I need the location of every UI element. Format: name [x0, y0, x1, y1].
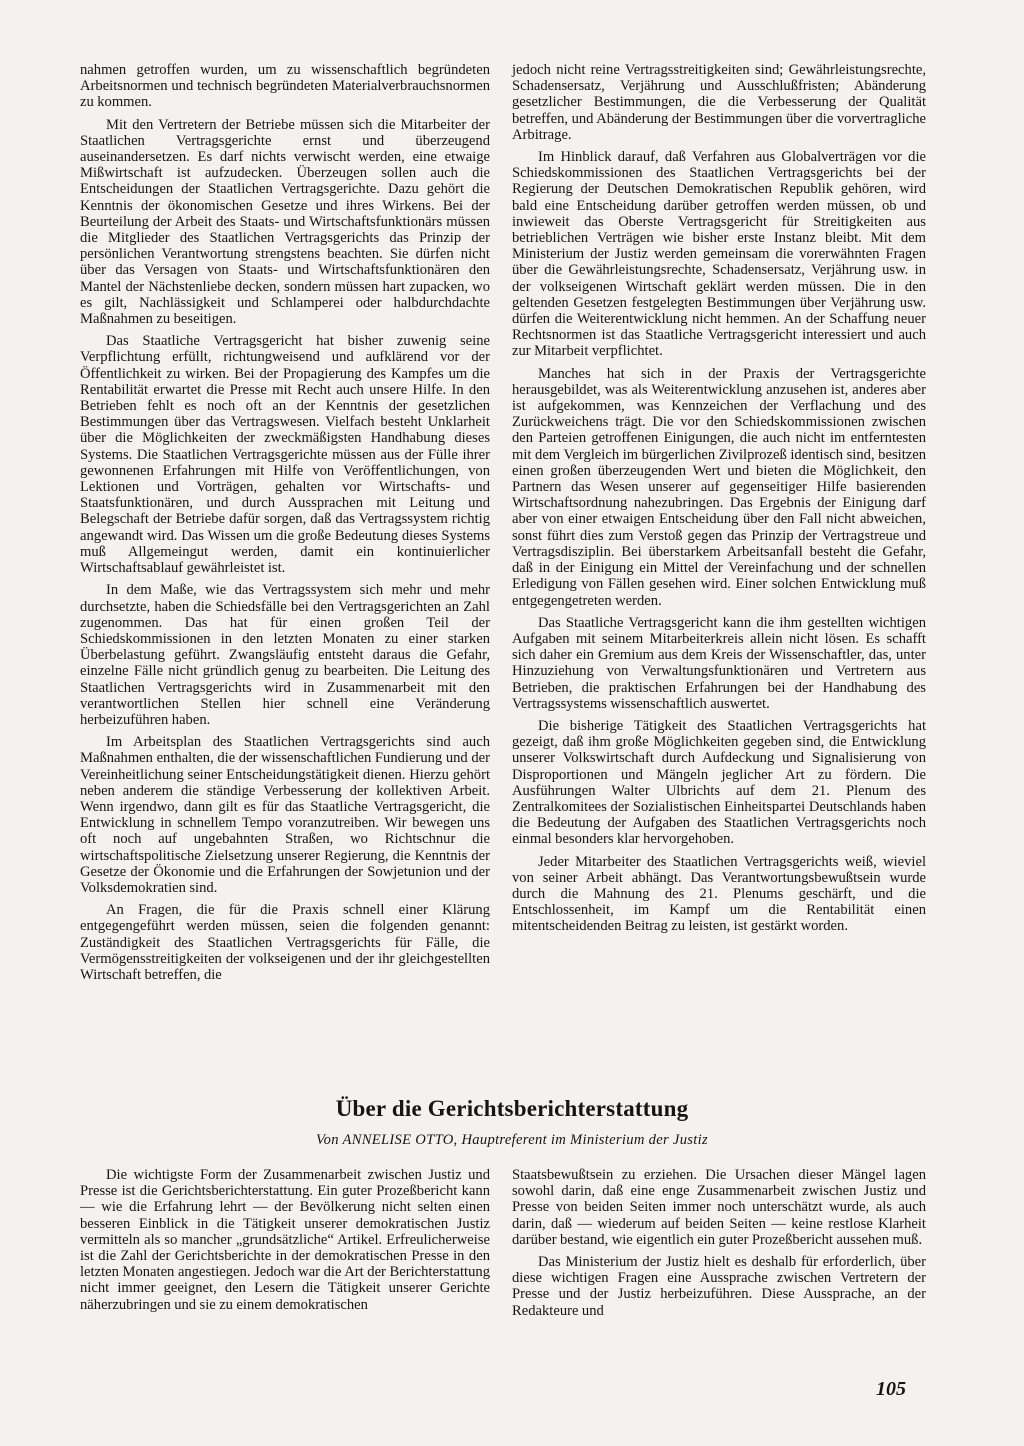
paragraph: Die bisherige Tätigkeit des Staatlichen Vertragsgerichts hat gezeigt, daß ihm große Möglichkeiten gegeben sind, die Entwicklung unserer Volkswirtschaft durch Aufdeckung und Signalisierung von Disproportionen und Mängeln jeglicher Art zu fördern. Die Ausführungen Walter Ulbrichts auf dem 21. Plenum des Zentralkomitees der Sozialistischen Einheitspartei Deutschlands haben die Bedeutung der Aufgaben des Staatlichen Vertragsgerichts noch einmal besonders klar hervorgehoben. — [512, 717, 926, 848]
paragraph: Im Hinblick darauf, daß Verfahren aus Globalverträgen vor die Schiedskommissionen des Staatlichen Vertragsgerichts bei der Regierung der Deutschen Demokratischen Republik gehören, wird bald eine Entscheidung darüber getroffen werden müssen, ob und inwieweit das Oberste Vertragsgericht für Streitigkeiten aus betrieblichen Verträgen wie bisher erste Instanz bleibt. Mit dem Ministerium der Justiz werden gemeinsam die vorerwähnten Fragen über die Gewährleistungsrechte, Schadensersatz, Verjährung usw. in der volkseigenen Wirtschaft geklärt werden müssen. Die in den geltenden Gesetzen festgelegten Bestimmungen über Verjährung usw. dürfen die Weiterentwicklung nicht hemmen. An der Schaffung neuer Rechtsnormen ist das Staatliche Vertragsgericht interessiert und auch zur Mitarbeit verpflichtet. — [512, 149, 926, 360]
paragraph: Die wichtigste Form der Zusammenarbeit zwischen Justiz und Presse ist die Gerichtsberichterstattung. Ein guter Prozeßbericht kann — wie die Erfahrung lehrt — der Bevölkerung nicht selten einen besseren Einblick in die Tätigkeit unserer demokratischen Justiz vermitteln als so mancher „grundsätzliche“ Artikel. Erfreulicherweise ist die Zahl der Gerichtsberichte in der demokratischen Presse in den letzten Monaten angestiegen. Jedoch war die Art der Berichterstattung nicht immer geeignet, den Lesern die Tätigkeit unserer Gerichte näherzubringen und sie zu einem demokratischen — [80, 1167, 490, 1313]
paragraph: Jeder Mitarbeiter des Staatlichen Vertragsgerichts weiß, wieviel von seiner Arbeit abhängt. Das Verantwortungsbewußtsein wurde durch die Mahnung des 21. Plenums geschärft, und die Entschlossenheit, im Kampf um die Rentabilität einen mitentscheidenden Beitrag zu leisten, ist gestärkt worden. — [512, 853, 926, 935]
article-byline: Von ANNELISE OTTO, Hauptreferent im Ministerium der Justiz — [316, 1132, 708, 1148]
top-column-right — [512, 62, 926, 941]
article-title: Über die Gerichtsberichterstattung — [335, 1096, 689, 1121]
paragraph: Das Ministerium der Justiz hielt es deshalb für erforderlich, über diese wichtigen Fragen eine Aussprache zwischen Vertretern der Presse und der Justiz herbeizuführen. Diese Aussprache, an der Redakteure und — [512, 1254, 926, 1319]
paragraph: Staatsbewußtsein zu erziehen. Die Ursachen dieser Mängel lagen sowohl darin, daß eine enge Zusammenarbeit zwischen Justiz und Presse von beiden Seiten immer noch unterschätzt wurde, als auch darin, daß — wiederum auf beiden Seiten — keine restlose Klarheit darüber bestand, wie eigentlich ein guter Prozeßbericht aussehen muß. — [512, 1167, 926, 1248]
paragraph: jedoch nicht reine Vertragsstreitigkeiten sind; Gewährleistungsrechte, Schadensersatz, Verjährung und Ausschlußfristen; Abänderung gesetzlicher Bestimmungen, die die Verbesserung der Qualität betreffen, und Abänderung der Bestimmungen über die vorvertragliche Arbitrage. — [512, 62, 926, 143]
paragraph: Mit den Vertretern der Betriebe müssen sich die Mitarbeiter der Staatlichen Vertragsgerichte ernst und überzeugend auseinandersetzen. Es darf nichts verwischt werden, eine etwaige Mißwirtschaft ist aufzudecken. Überzeugen sollen auch die Entscheidungen der Staatlichen Vertragsgerichte. Dazu gehört die Kenntnis der ökonomischen Gesetze und ihres Wirkens. Bei der Beurteilung der Arbeit des Staats- und Wirtschaftsfunktionärs müssen die Mitglieder des Staatlichen Vertragsgerichts das Prinzip der persönlichen Verantwortung strengstens beachten. Sie dürfen nicht über das Versagen von Staats- und Wirtschaftsfunktionären den Mantel der Nächstenliebe decken, sondern müssen hart zupacken, wo es gilt, Nachlässigkeit und Schlamperei oder halbdurchdachte Maßnahmen zu beseitigen. — [80, 116, 490, 328]
paragraph: Im Arbeitsplan des Staatlichen Vertragsgerichts sind auch Maßnahmen enthalten, die der wissenschaftlichen Fundierung und der Vereinheitlichung seiner Entscheidungstätigkeit dienen. Hierzu gehört neben anderem die ständige Verbesserung der kollektiven Arbeit. Wenn irgendwo, dann gilt es für das Staatliche Vertragsgericht, die Entwicklung in schnellem Tempo voranzutreiben. Wir bewegen uns oft noch auf ungebahnten Straßen, wo Richtschnur die wirtschaftspolitische Zielsetzung unserer Regierung, die Kenntnis der Gesetze der Ökonomie und die Erfahrungen der Sowjetunion und der Volksdemokratien sind. — [80, 734, 490, 896]
paragraph: Manches hat sich in der Praxis der Vertragsgerichte herausgebildet, was als Weiterentwicklung anzusehen ist, anderes aber ist aufgekommen, was Kennzeichen der Verflachung und des Zurückweichens trägt. Die vor den Schiedskommissionen zwischen den Parteien getroffenen Einigungen, die auch nicht im entferntesten mit dem Vergleich im bürgerlichen Zivilprozeß identisch sind, besitzen einen großen überzeugenden Wert und bieten die Möglichkeit, den Partnern das Wesen unserer auf gegenseitiger Hilfe basierenden Wirtschaftsordnung nahezubringen. Das Ergebnis der Einigung darf aber von einer etwaigen Entscheidung über den Fall nicht abweichen, sonst führt dies zum Verstoß gegen das Prinzip der Vertragstreue und Vertragsdisziplin. Bei überstarkem Arbeitsanfall besteht die Gefahr, daß in der Einigung ein Mittel der Vereinfachung und der schnellen Erledigung von Fällen gesehen wird. Einer solchen Entwicklung muß entgegengetreten werden. — [512, 365, 926, 609]
paragraph: In dem Maße, wie das Vertragssystem sich mehr und mehr durchsetzte, haben die Schiedsfälle bei den Vertragsgerichten an Zahl zugenommen. Das hat für einen großen Teil der Schiedskommissionen in den letzten Monaten zu einer starken Überbelastung geführt. Zwangsläufig entsteht daraus die Gefahr, einzelne Fälle nicht gründlich genug zu bearbeiten. Die Leitung des Staatlichen Vertragsgerichts wird in Zusammenarbeit mit den verantwortlichen Stellen hier schnell eine Veränderung herbeizuführen haben. — [80, 582, 490, 728]
paragraph: An Fragen, die für die Praxis schnell einer Klärung entgegengeführt werden müssen, seien die folgenden genannt: Zuständigkeit des Staatlichen Vertragsgerichts für Fälle, die Vermögensstreitigkeiten der volkseigenen und der ihr gleichgestellten Wirtschaft betreffen, die — [80, 902, 490, 983]
top-column-left — [80, 62, 490, 989]
article-column-right — [512, 1167, 926, 1325]
paragraph: Das Staatliche Vertragsgericht kann die ihm gestellten wichtigen Aufgaben mit seinem Mitarbeiterkreis allein nicht lösen. Es schafft sich daher ein Gremium aus dem Kreis der Wissenschaftler, das, unter Hinzuziehung von Verwaltungsfunktionären und Vertretern aus Betrieben, die praktischen Erfahrungen bei der Handhabung des Vertragssystems wissenschaftlich auswertet. — [512, 614, 926, 712]
page-number: 105 — [876, 1378, 906, 1400]
article-column-left — [80, 1167, 490, 1319]
paragraph: Das Staatliche Vertragsgericht hat bisher zuwenig seine Verpflichtung erfüllt, richtungweisend und aufklärend vor der Öffentlichkeit zu wirken. Bei der Propagierung des Kampfes um die Rentabilität erwartet die Presse mit Recht auch unsere Hilfe. In den Betrieben fehlt es noch oft an der Kenntnis der gesetzlichen Bestimmungen über das Vertragswesen. Vielfach besteht Unklarheit über die Möglichkeiten der zweckmäßigsten Handhabung dieses Systems. Die Staatlichen Vertragsgerichte müssen aus der Fülle ihrer gewonnenen Erfahrungen mit Hilfe von Veröffentlichungen, von Lektionen und Vorträgen, gehalten vor Wirtschafts- und Staatsfunktionären, und durch Aussprachen mit Leitung und Belegschaft der Betriebe dafür sorgen, daß das Vertragssystem richtig angewandt wird. Das Wissen um die große Bedeutung dieses Systems muß Allgemeingut werden, damit ein kontinuierlicher Wirtschaftsablauf gewährleistet ist. — [80, 333, 490, 577]
paragraph: nahmen getroffen wurden, um zu wissenschaftlich begründeten Arbeitsnormen und technisch begründeten Materialverbrauchsnormen zu kommen. — [80, 62, 490, 111]
